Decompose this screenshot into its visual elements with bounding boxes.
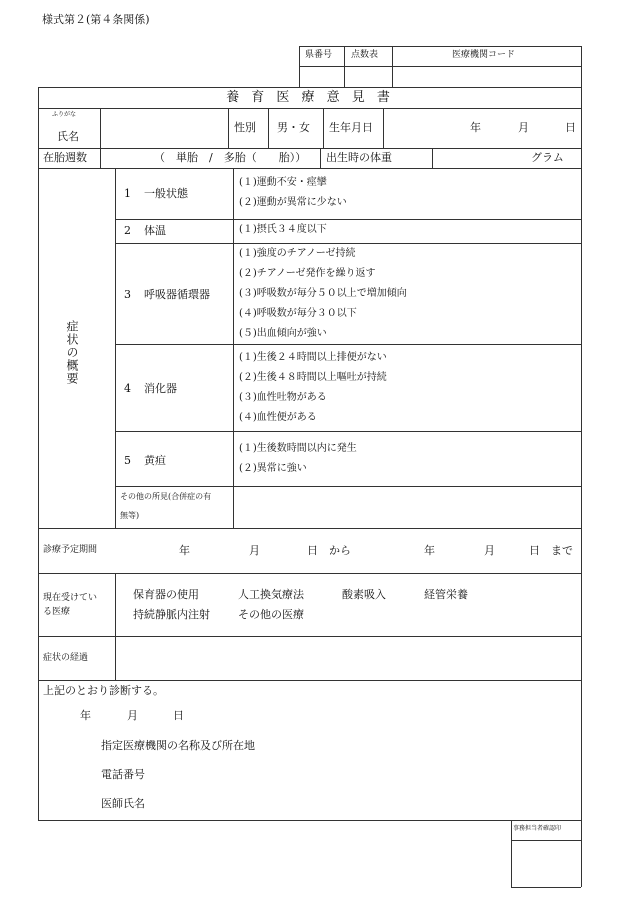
symptom-progress-label: 症状の経過 xyxy=(43,653,89,663)
section-4-item[interactable]: (１)生後２４時間以上排便がない xyxy=(239,352,387,363)
planned-period-label: 診療予定期間 xyxy=(43,545,98,555)
section-5-name: 黄疸 xyxy=(144,454,166,467)
name-field[interactable] xyxy=(104,112,224,144)
current-treatment-label: 現在受けてい xyxy=(43,593,98,603)
gestation-weeks-label: 在胎週数 xyxy=(43,151,87,164)
section-1-number: 1 xyxy=(124,187,131,200)
other-findings-label-cont: 無等) xyxy=(120,511,140,520)
points-table-field[interactable] xyxy=(350,69,388,83)
period-from-day: 日 xyxy=(307,544,318,557)
section-5-number: 5 xyxy=(124,454,131,467)
dob-year-unit: 年 xyxy=(470,121,481,134)
section-4-item[interactable]: (３)血性吐物がある xyxy=(239,392,327,403)
pregnancy-type[interactable]: （ 単胎 / 多胎（ 胎）） xyxy=(154,151,307,164)
period-to-year: 年 xyxy=(424,544,435,557)
symptom-progress-field[interactable] xyxy=(119,640,577,676)
treatment-option[interactable]: 人工換気療法 xyxy=(238,588,304,601)
section-1-item[interactable]: (１)運動不安・痙攣 xyxy=(239,177,327,188)
symptoms-label: 症状の概要 xyxy=(65,320,79,385)
period-from-year: 年 xyxy=(179,544,190,557)
treatment-option[interactable]: 経管栄養 xyxy=(424,588,468,601)
period-from-word: から xyxy=(329,544,351,557)
section-3-item[interactable]: (３)呼吸数が毎分５０以上で増加傾向 xyxy=(239,288,407,299)
form-number: 様式第２(第４条関係) xyxy=(42,13,150,26)
form-title: 養 育 医 療 意 見 書 xyxy=(226,90,394,105)
date-year-unit: 年 xyxy=(80,709,91,722)
section-1-item[interactable]: (２)運動が異常に少ない xyxy=(239,197,347,208)
period-to-word: まで xyxy=(551,544,573,557)
dob-month-unit: 月 xyxy=(518,121,529,134)
staff-stamp-field[interactable] xyxy=(514,843,578,884)
date-day-unit: 日 xyxy=(173,709,184,722)
treatment-option[interactable]: 持続静脈内注射 xyxy=(133,608,210,621)
points-table-label: 点数表 xyxy=(351,50,379,60)
section-2-name: 体温 xyxy=(144,224,166,237)
section-1-name: 一般状態 xyxy=(144,187,188,200)
furigana-label: ふりがな xyxy=(52,111,77,118)
section-3-item[interactable]: (４)呼吸数が毎分３０以下 xyxy=(239,308,357,319)
phone-label: 電話番号 xyxy=(101,768,145,781)
treatment-option[interactable]: 保育器の使用 xyxy=(133,588,199,601)
doctor-name-label: 医師氏名 xyxy=(101,797,145,810)
section-3-item[interactable]: (２)チアノーゼ発作を繰り返す xyxy=(239,268,376,279)
diagnosis-statement: 上記のとおり診断する。 xyxy=(43,684,164,697)
institution-code-field[interactable] xyxy=(398,69,576,83)
section-3-name: 呼吸器循環器 xyxy=(144,288,210,301)
name-label: 氏名 xyxy=(57,130,79,143)
treatment-option[interactable]: その他の医療 xyxy=(238,608,304,621)
section-4-number: 4 xyxy=(124,382,131,395)
section-5-item[interactable]: (２)異常に強い xyxy=(239,463,307,474)
section-4-item[interactable]: (２)生後４８時間以上嘔吐が持続 xyxy=(239,372,387,383)
period-to-month: 月 xyxy=(484,544,495,557)
section-5-item[interactable]: (１)生後数時間以内に発生 xyxy=(239,443,357,454)
gram-unit: グラム xyxy=(531,151,564,164)
section-2-item[interactable]: (１)摂氏３４度以下 xyxy=(239,224,327,235)
staff-stamp-label: 事務担当者確認印 xyxy=(513,825,562,832)
birth-weight-label: 出生時の体重 xyxy=(326,151,392,164)
dob-label: 生年月日 xyxy=(329,121,373,134)
institution-code-label: 医療機関コード xyxy=(452,50,516,60)
treatment-option[interactable]: 酸素吸入 xyxy=(342,588,386,601)
pref-number-field[interactable] xyxy=(306,69,336,83)
section-4-name: 消化器 xyxy=(144,382,177,395)
section-4-item[interactable]: (４)血性便がある xyxy=(239,412,317,423)
date-month-unit: 月 xyxy=(127,709,138,722)
section-3-item[interactable]: (１)強度のチアノーゼ持続 xyxy=(239,248,356,259)
sex-options[interactable]: 男・女 xyxy=(277,121,310,134)
current-treatment-label-cont: る医療 xyxy=(43,607,71,617)
section-2-number: 2 xyxy=(124,224,131,237)
other-findings-field[interactable] xyxy=(237,490,577,524)
section-3-item[interactable]: (５)出血傾向が強い xyxy=(239,328,327,339)
section-3-number: 3 xyxy=(124,288,131,301)
institution-label: 指定医療機関の名称及び所在地 xyxy=(101,739,255,752)
sex-label: 性別 xyxy=(234,121,256,134)
other-findings-label: その他の所見(合併症の有 xyxy=(120,492,212,501)
dob-day-unit: 日 xyxy=(565,121,576,134)
pref-number-label: 県番号 xyxy=(305,50,333,60)
period-from-month: 月 xyxy=(249,544,260,557)
period-to-day: 日 xyxy=(529,544,540,557)
